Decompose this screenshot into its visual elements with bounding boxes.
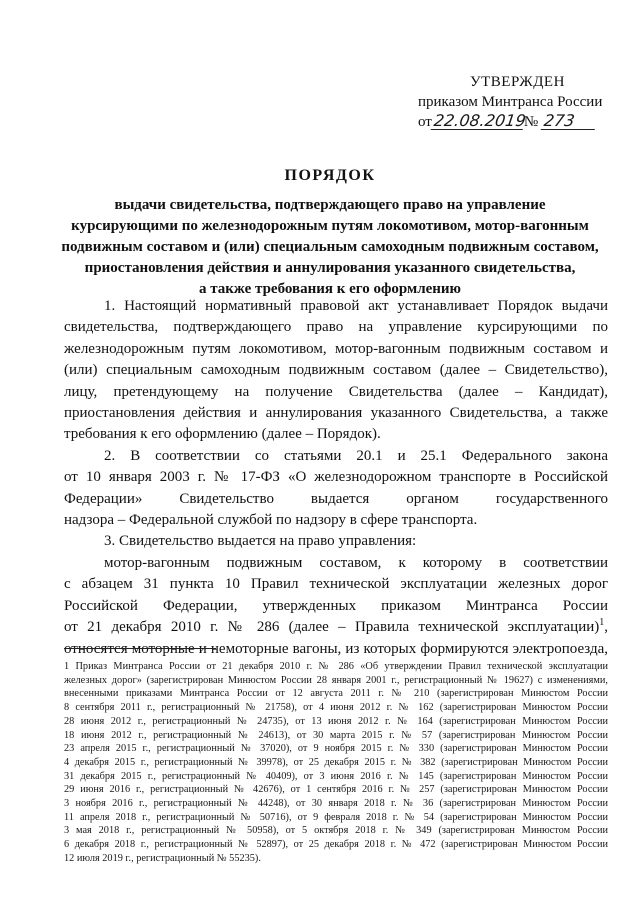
- text-line: от 10 января 2003 г. № 17-ФЗ «О железнодорожном транспорте в Российской: [64, 469, 608, 486]
- text-line: 3. Свидетельство выдается на право управления:: [104, 533, 417, 550]
- footnote-line: 6 декабря 2018 г., регистрационный № 52897), от 25 декабря 2018 г. № 472 (зарегистрирован Минюстом России: [64, 839, 608, 851]
- footnote: [64, 660, 608, 866]
- text-line: лицу, претендующему на получение Свидетельства (далее – Кандидат),: [64, 383, 608, 400]
- paragraph-1: [64, 296, 608, 446]
- title-line: приостановления действия и аннулирования указанного свидетельства,: [84, 260, 576, 276]
- number-label: №: [523, 114, 539, 130]
- footnote-line: 18 июня 2012 г., регистрационный № 24613), от 30 марта 2015 г. № 57 (зарегистрирован Минюстом России: [64, 729, 608, 741]
- text-line: надзора – Федеральной службой по надзору в сфере транспорта.: [64, 512, 478, 529]
- text-line: железнодорожным путям локомотивом, мотор-вагонным подвижным составом и: [64, 340, 608, 357]
- text-line: приостановления действия и аннулирования указанного Свидетельства, а также: [64, 405, 608, 422]
- footnote-reference[interactable]: 1: [599, 617, 605, 629]
- text-line: Российской Федерации, утвержденных приказом Минтранса России: [64, 597, 608, 614]
- title-line: курсирующими по железнодорожным путям локомотивом, мотор-вагонным: [71, 218, 589, 234]
- approval-stamp: [418, 72, 618, 132]
- footnote-line: 23 апреля 2015 г., регистрационный № 37020), от 9 ноября 2015 г. № 330 (зарегистрирован Минюстом России: [64, 743, 608, 755]
- paragraph-4: [64, 553, 608, 660]
- footnote-divider: [64, 648, 216, 649]
- approval-title: УТВЕРЖДЕН: [470, 74, 565, 90]
- handwritten-date: 22.08.2019: [432, 111, 527, 130]
- title-line: выдачи свидетельства, подтверждающего право на управление: [114, 197, 546, 213]
- footnote-line: 3 ноября 2016 г., регистрационный № 44248), от 30 января 2018 г. № 36 (зарегистрирован Минюстом России: [64, 798, 608, 810]
- footnote-line: внесенными приказами Минтранса России от 12 августа 2011 г. № 210 (зарегистрирован Минюстом России: [64, 688, 608, 700]
- text-fragment: ,: [604, 619, 608, 636]
- footnote-line: 31 декабря 2015 г., регистрационный № 40409), от 3 июня 2016 г. № 145 (зарегистрирован Минюстом России: [64, 770, 608, 782]
- text-line: требования к его оформлению (далее – Порядок).: [64, 426, 381, 443]
- document-title: [60, 165, 600, 300]
- text-line: относятся моторные и немоторные вагоны, из которых формируются электропоезда,: [64, 640, 608, 657]
- text-line: с абзацем 31 пункта 10 Правил технической эксплуатации железных дорог: [64, 576, 608, 593]
- approval-order-line: приказом Минтранса России: [418, 94, 603, 110]
- footnote-line: 8 сентября 2011 г., регистрационный № 21758), от 4 июня 2012 г. № 162 (зарегистрирован Минюстом России: [64, 702, 608, 714]
- text-line-with-footnote: [64, 617, 608, 638]
- approval-date-line: [418, 112, 618, 132]
- footnote-line: железных дорог» (зарегистрирован Минюстом России 28 января 2001 г., регистрационный № 19627) с изменениями,: [64, 674, 608, 686]
- title-line: а также требования к его оформлению: [198, 281, 462, 297]
- text-line: свидетельства, подтверждающего право на управление курсирующими по: [64, 319, 608, 336]
- text-line: 2. В соответствии со статьями 20.1 и 25.1 Федерального закона: [104, 447, 608, 464]
- footnote-line: 1 Приказ Минтранса России от 21 декабря 2010 г. № 286 «Об утверждении Правил технической эксплуатации: [64, 661, 608, 672]
- footnote-line: 29 июня 2016 г., регистрационный № 42676), от 1 сентября 2016 г. № 257 (зарегистрирован Минюстом России: [64, 784, 608, 796]
- title-line: подвижным составом и (или) специальным самоходным подвижным составом,: [61, 239, 599, 255]
- paragraph-2: [64, 446, 608, 532]
- footnote-line: 12 июля 2019 г., регистрационный № 55235).: [64, 852, 261, 864]
- document-body: [64, 296, 608, 660]
- footnote-line: 28 июня 2012 г., регистрационный № 24735), от 13 июня 2012 г. № 164 (зарегистрирован Минюстом России: [64, 715, 608, 727]
- handwritten-number: 273: [541, 112, 598, 130]
- from-label: от: [418, 114, 432, 130]
- text-line: Федерации» Свидетельство выдается органом государственного: [64, 490, 608, 507]
- paragraph-3: [64, 531, 608, 552]
- text-line: 1. Настоящий нормативный правовой акт устанавливает Порядок выдачи: [104, 298, 608, 314]
- footnote-line: 4 декабря 2015 г., регистрационный № 39978), от 25 декабря 2015 г. № 382 (зарегистрирован Минюстом России: [64, 756, 608, 768]
- text-line: мотор-вагонным подвижным составом, к которому в соответствии: [104, 554, 608, 571]
- text-fragment: от 21 декабря 2010 г. № 286 (далее – Правила технической эксплуатации): [64, 619, 600, 636]
- footnote-line: 3 мая 2018 г., регистрационный № 50958), от 5 октября 2018 г. № 349 (зарегистрирован Минюстом России: [64, 825, 608, 837]
- footnote-line: 11 апреля 2018 г., регистрационный № 50716), от 9 февраля 2018 г. № 54 (зарегистрирован Минюстом России: [64, 811, 608, 823]
- text-line: (или) специальным самоходным подвижным составом (далее – Свидетельство),: [64, 362, 608, 379]
- title-heading: ПОРЯДОК: [284, 167, 376, 184]
